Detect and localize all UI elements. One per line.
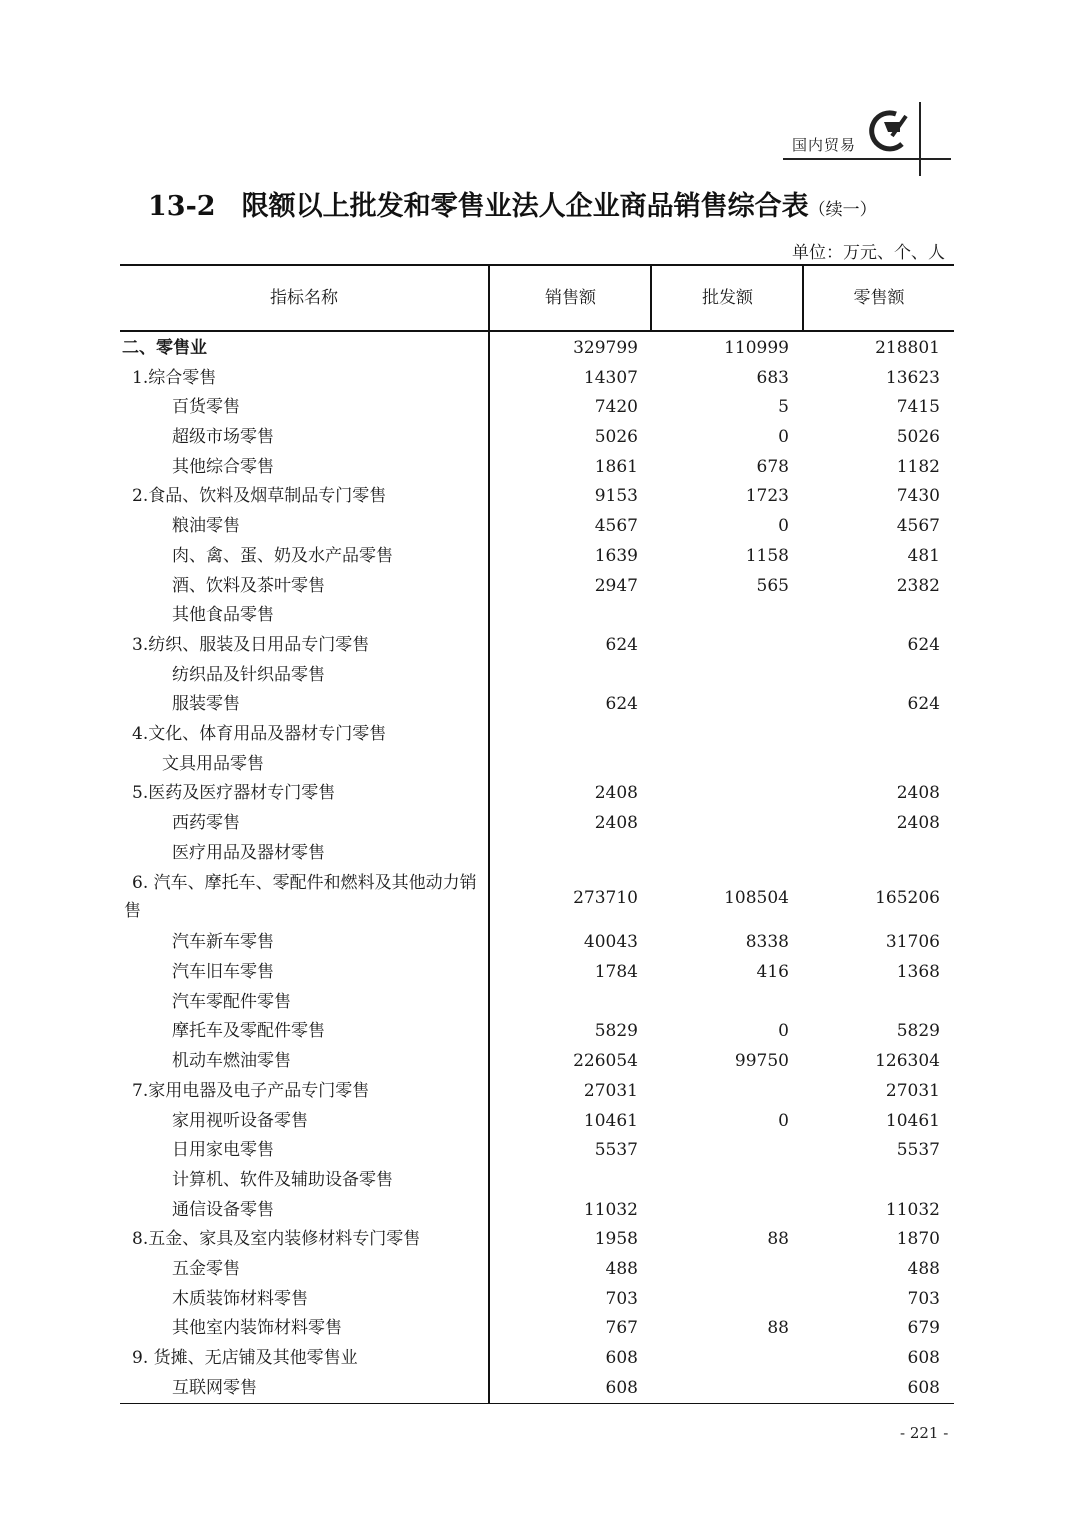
sales-cell: 1958 xyxy=(594,1229,638,1250)
row-label: 纺织品及针织品零售 xyxy=(172,664,325,685)
table-row xyxy=(120,1047,954,1077)
row-label: 6. 汽车、摩托车、零配件和燃料及其他动力销售 xyxy=(124,873,477,922)
sales-cell: 273710 xyxy=(573,888,638,909)
row-label: 5.医药及医疗器材专门零售 xyxy=(132,783,336,804)
table-row xyxy=(120,542,954,572)
table-row xyxy=(120,1166,954,1196)
retail-cell: 481 xyxy=(907,545,940,566)
retail-cell: 488 xyxy=(907,1258,940,1279)
title-continued: （续一） xyxy=(808,200,877,220)
retail-cell: 624 xyxy=(907,694,940,715)
sales-cell: 226054 xyxy=(573,1051,638,1072)
sales-cell: 5829 xyxy=(594,1021,638,1042)
table-header xyxy=(120,264,954,332)
row-label: 机动车燃油零售 xyxy=(172,1051,291,1072)
wholesale-cell: 565 xyxy=(756,575,789,596)
row-label: 3.纺织、服装及日用品专门零售 xyxy=(132,634,370,655)
sales-cell: 2947 xyxy=(594,575,638,596)
wholesale-cell: 0 xyxy=(778,427,789,448)
row-label: 家用视听设备零售 xyxy=(172,1110,308,1131)
table-row xyxy=(120,572,954,602)
table-number: 13-2 xyxy=(148,191,216,222)
row-label: 互联网零售 xyxy=(172,1377,257,1398)
row-label: 其他食品零售 xyxy=(172,605,274,626)
table-body xyxy=(120,332,954,1404)
table-row xyxy=(120,839,954,869)
row-label: 摩托车及零配件零售 xyxy=(172,1021,325,1042)
unit-note: 单位：万元、个、人 xyxy=(792,243,945,263)
table-row xyxy=(120,1107,954,1137)
wholesale-cell: 88 xyxy=(767,1229,789,1250)
sales-cell: 2408 xyxy=(594,783,638,804)
wholesale-cell: 108504 xyxy=(724,888,789,909)
row-label: 粮油零售 xyxy=(172,516,240,537)
page-title xyxy=(148,184,877,223)
sales-cell: 27031 xyxy=(583,1080,638,1101)
sales-cell: 1784 xyxy=(594,962,638,983)
wholesale-cell: 1158 xyxy=(745,545,789,566)
sales-cell: 5026 xyxy=(594,427,638,448)
sales-cell: 624 xyxy=(605,694,638,715)
table-row xyxy=(120,1314,954,1344)
retail-cell: 5829 xyxy=(896,1021,940,1042)
wholesale-cell: 8338 xyxy=(745,932,789,953)
retail-cell: 1182 xyxy=(896,456,940,477)
retail-cell: 7430 xyxy=(896,486,940,507)
retail-cell: 608 xyxy=(907,1348,940,1368)
retail-cell: 703 xyxy=(907,1288,940,1309)
row-label: 木质装饰材料零售 xyxy=(172,1288,308,1309)
sales-cell: 703 xyxy=(605,1288,638,1309)
retail-cell: 608 xyxy=(907,1377,940,1398)
row-label: 汽车零配件零售 xyxy=(172,991,291,1012)
row-label: 4.文化、体育用品及器材专门零售 xyxy=(132,723,387,744)
section-label: 国内贸易 xyxy=(792,136,857,154)
retail-cell: 1870 xyxy=(896,1229,940,1250)
sales-cell: 1639 xyxy=(594,545,638,566)
row-label: 服装零售 xyxy=(172,694,240,715)
table-row xyxy=(120,1225,954,1255)
sales-cell: 608 xyxy=(605,1377,638,1398)
table-row xyxy=(120,1285,954,1315)
table-row xyxy=(120,720,954,750)
retail-cell: 5537 xyxy=(896,1140,940,1161)
wholesale-cell: 88 xyxy=(767,1318,789,1339)
retail-cell: 2408 xyxy=(896,783,940,804)
table-row xyxy=(120,482,954,512)
table-row xyxy=(120,423,954,453)
table-row xyxy=(120,1344,954,1374)
row-label: 1.综合零售 xyxy=(132,367,217,388)
header-rule xyxy=(783,158,951,160)
row-label: 西药零售 xyxy=(172,813,240,833)
retail-cell: 7415 xyxy=(896,397,940,418)
table-row xyxy=(120,661,954,691)
sales-cell: 624 xyxy=(605,634,638,655)
sales-cell: 14307 xyxy=(583,367,638,388)
table-row xyxy=(120,690,954,720)
row-label: 五金零售 xyxy=(172,1258,240,1279)
sales-cell: 9153 xyxy=(594,486,638,507)
sales-table xyxy=(120,264,954,1404)
table-row xyxy=(120,1374,954,1404)
sales-cell: 608 xyxy=(605,1348,638,1368)
sales-cell: 40043 xyxy=(583,932,638,953)
sales-cell: 5537 xyxy=(594,1140,638,1161)
retail-cell: 2382 xyxy=(896,575,940,596)
retail-cell: 126304 xyxy=(875,1051,940,1072)
row-label: 其他综合零售 xyxy=(172,456,274,477)
wholesale-cell: 0 xyxy=(778,516,789,537)
table-row xyxy=(120,958,954,988)
row-label: 汽车新车零售 xyxy=(172,932,274,953)
wholesale-cell: 683 xyxy=(756,367,789,388)
row-label: 通信设备零售 xyxy=(172,1199,274,1220)
sales-cell: 1861 xyxy=(594,456,638,477)
table-row xyxy=(120,1136,954,1166)
retail-cell: 13623 xyxy=(885,367,940,388)
retail-cell: 31706 xyxy=(885,932,940,953)
table-row xyxy=(120,512,954,542)
row-label: 9. 货摊、无店铺及其他零售业 xyxy=(132,1348,358,1368)
retail-cell: 5026 xyxy=(896,427,940,448)
table-row xyxy=(120,453,954,483)
retail-cell: 624 xyxy=(907,634,940,655)
row-label: 计算机、软件及辅助设备零售 xyxy=(172,1169,393,1190)
wholesale-cell: 0 xyxy=(778,1110,789,1131)
table-row xyxy=(120,393,954,423)
table-row xyxy=(120,1255,954,1285)
retail-cell: 4567 xyxy=(896,516,940,537)
sales-cell: 767 xyxy=(605,1318,638,1339)
table-row xyxy=(120,779,954,809)
table-row xyxy=(120,750,954,780)
row-label: 8.五金、家具及室内装修材料专门零售 xyxy=(132,1229,421,1250)
header-divider xyxy=(802,266,804,330)
sales-cell: 10461 xyxy=(583,1110,638,1131)
row-label: 2.食品、饮料及烟草制品专门零售 xyxy=(132,486,387,507)
col-header-retail: 零售额 xyxy=(853,288,905,308)
row-label: 酒、饮料及茶叶零售 xyxy=(172,575,325,596)
table-row xyxy=(120,809,954,839)
table-row xyxy=(120,601,954,631)
sales-cell: 11032 xyxy=(583,1199,638,1220)
sales-cell: 4567 xyxy=(594,516,638,537)
wholesale-cell: 1723 xyxy=(745,486,789,507)
retail-cell: 10461 xyxy=(885,1110,940,1131)
table-row xyxy=(120,1077,954,1107)
sales-cell: 329799 xyxy=(573,338,638,358)
retail-cell: 11032 xyxy=(885,1199,940,1220)
row-label: 文具用品零售 xyxy=(162,753,264,774)
header-divider xyxy=(650,266,652,330)
col-header-wholesale: 批发额 xyxy=(702,288,753,308)
retail-cell: 27031 xyxy=(885,1080,940,1101)
retail-cell: 679 xyxy=(907,1318,940,1339)
row-label: 7.家用电器及电子产品专门零售 xyxy=(132,1080,370,1101)
wholesale-cell: 5 xyxy=(778,397,789,418)
table-row xyxy=(120,631,954,661)
header-divider xyxy=(488,266,490,330)
header-vertical-rule xyxy=(919,102,921,176)
row-label: 百货零售 xyxy=(172,397,240,418)
sales-cell: 488 xyxy=(605,1258,638,1279)
title-text: 限额以上批发和零售业法人企业商品销售综合表 xyxy=(241,191,809,222)
row-label: 肉、禽、蛋、奶及水产品零售 xyxy=(172,545,393,566)
page-number: - 221 - xyxy=(900,1424,949,1442)
table-row xyxy=(120,928,954,958)
sales-cell: 2408 xyxy=(594,813,638,833)
sales-cell: 7420 xyxy=(594,397,638,418)
wholesale-cell: 0 xyxy=(778,1021,789,1042)
table-row xyxy=(120,334,954,364)
row-label: 超级市场零售 xyxy=(172,427,274,448)
trade-logo-icon xyxy=(866,108,914,154)
row-label: 二、零售业 xyxy=(122,338,207,358)
row-label: 日用家电零售 xyxy=(172,1140,274,1161)
table-row xyxy=(120,868,954,928)
row-label: 医疗用品及器材零售 xyxy=(172,842,325,863)
retail-cell: 218801 xyxy=(875,338,940,358)
table-row xyxy=(120,1017,954,1047)
wholesale-cell: 416 xyxy=(756,962,789,983)
table-row xyxy=(120,364,954,394)
wholesale-cell: 99750 xyxy=(734,1051,789,1072)
table-row xyxy=(120,988,954,1018)
col-header-name: 指标名称 xyxy=(270,288,338,308)
wholesale-cell: 678 xyxy=(756,456,789,477)
row-label: 其他室内装饰材料零售 xyxy=(172,1318,342,1339)
col-header-sales: 销售额 xyxy=(545,288,596,308)
retail-cell: 1368 xyxy=(896,962,940,983)
wholesale-cell: 110999 xyxy=(724,338,789,358)
table-row xyxy=(120,1196,954,1226)
row-label: 汽车旧车零售 xyxy=(172,962,274,983)
retail-cell: 2408 xyxy=(896,813,940,833)
retail-cell: 165206 xyxy=(875,888,940,909)
